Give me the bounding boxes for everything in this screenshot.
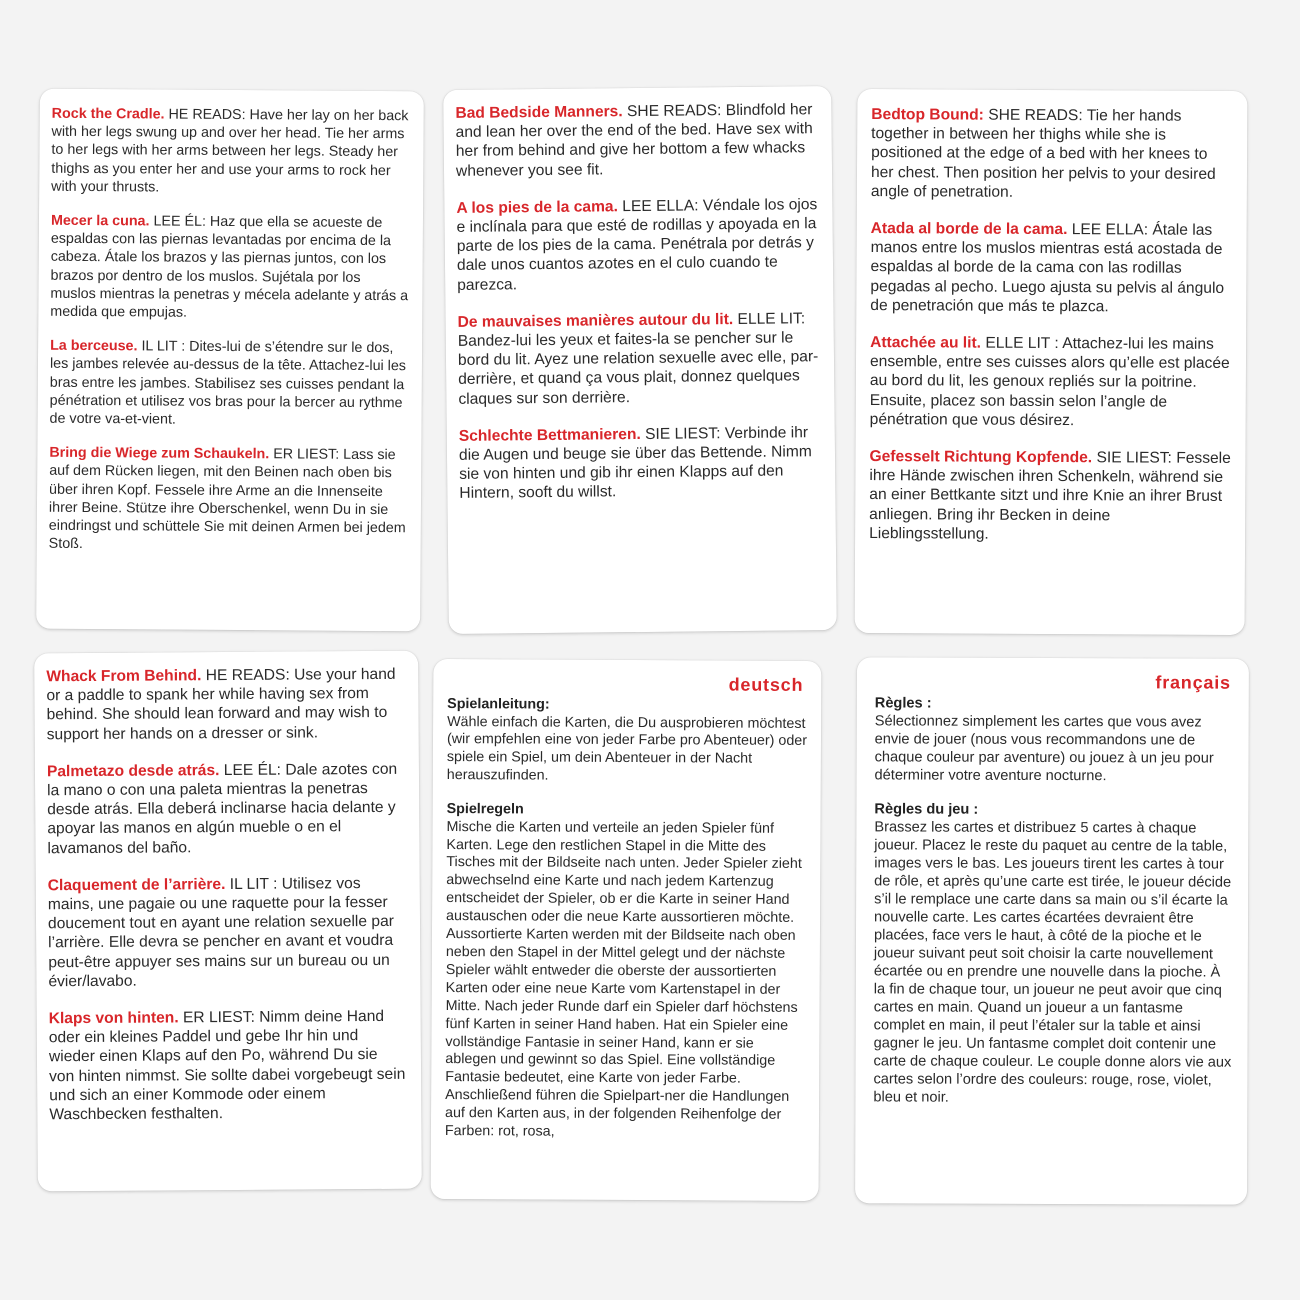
rules-body: Mische die Karten und verteile an jeden Spieler fünf Karten. Lege den restlichen Stapel in die Mitte des Tisches mit der Bildseite nach unten. Jeder Spieler zieht abwechselnd eine Karte und nach jedem Kartenzug entscheidet der Spieler, ob er die Karte in seiner Hand austauschen oder die neue Karte aussortieren möchte. Aussortierte Karten werden mit der Bildseite nach oben neben den Stapel in der Mittel gelegt und der nächste Spieler wählt entweder die oberste der aussortierten Karten oder eine neue Karte vom Kartenstapel in der Mitte. Nach jeder Runde darf ein Spieler darf höchstens fünf Karten in seiner Hand haben. Hat ein Spieler eine vollständige Fantasie in seiner Hand, kann er sie ablegen und gewinnt so das Spiel. Eine vollständige Fantasie bedeutet, eine Karte von jeder Farbe. Anschließend führen die Spielpart-ner die Handlungen auf den Karten aus, in der folgenden Reihenfolge der Farben: rot, rosa,	[444, 818, 802, 1140]
rules-heading: Règles du jeu :	[874, 801, 979, 818]
entry-body: LEE ELLA: Átale las manos entre los muslos mientras está acostada de espaldas al borde de la cama con las rodillas pegadas al pecho. Luego ajusta su pelvis al ángulo de penetración que más te plazca.	[870, 221, 1225, 316]
card-entry-french	[457, 309, 820, 409]
entry-body: HE READS: Have her lay on her back with her legs swung up and over her head. Tie her arms to her legs with her arms between her legs. Steady her thighs as you enter her and use your arms to rock her with your thrusts.	[51, 106, 409, 196]
card-entry-spanish	[50, 212, 409, 324]
entry-title: Rock the Cradle.	[51, 105, 165, 123]
card-entry-french	[50, 337, 409, 431]
card-bad-bedside-manners	[443, 86, 837, 634]
card-entry-english	[871, 105, 1233, 203]
entry-title: Attachée au lit.	[870, 334, 982, 352]
entry-body: IL LIT : Dites-lui de s’étendre sur le dos, les jambes relevée au-dessus de la tête. Attachez-lui les bras entre les jambes. Stabilisez ses cuisses pendant la pénétration et utilisez vos bras pour la bercer au rythme de votre va-et-vient.	[49, 338, 407, 428]
card-bedtop-bound	[855, 89, 1248, 635]
card-entry-german	[49, 1007, 408, 1125]
entry-title: Gefesselt Richtung Kopfende.	[869, 448, 1093, 467]
card-entry-german	[869, 447, 1231, 545]
entry-body: LEE ÉL: Haz que ella se acueste de espaldas con las piernas levantadas por encima de la cabeza. Átale los brazos y las piernas juntos, con los brazos por dentro de los muslos. Sujétala por los muslos mientras la penetras y mécela adelante y atrás a medida que empujas.	[50, 213, 409, 321]
rules-body: Brassez les cartes et distribuez 5 cartes à chaque joueur. Placez le reste du paquet au centre de la table, images vers le bas. Les joueurs tirent les cartes à tour de rôle, et après qu’une carte est tirée, le joueur décide s’il le remplace une carte dans sa main ou s’il écarte la nouvelle carte. Les cartes écartées devraient être placées, face vers le haut, à côté de la pioche et le joueur suivant peut soit choisir la carte nouvellement écartée ou en prendre une nouvelle dans la pioche. À la fin de chaque tour, un joueur ne peut avoir que cinq cartes en main. Quand un joueur a un fantasme complet en main, il peut l’étaler sur la table et ainsi gagner le jeu. Un fantasme complet doit contenir une carte de chaque couleur. Le couple donne alors vie aux cartes selon l’ordre des couleurs: rouge, rose, violet, bleu et noir.	[873, 819, 1232, 1106]
entry-title: Mecer la cuna.	[50, 212, 150, 230]
entry-title: Atada al borde de la cama.	[870, 220, 1068, 239]
rules-heading: Spielanleitung:	[447, 696, 550, 713]
entry-body: ELLE LIT : Attachez-lui les mains ensemble, entre ses cuisses alors qu’elle est placée au bord du lit, les genoux repliés sur la poitrine. Ensuite, placez son bassin selon l’angle de pénétration que vous désirez.	[869, 334, 1230, 429]
entry-title: Claquement de l’arrière.	[47, 875, 226, 895]
card-entry-german	[49, 444, 408, 556]
entry-title: Palmetazo desde atrás.	[46, 761, 220, 781]
language-label: français	[1155, 672, 1231, 693]
card-entry-english	[51, 105, 410, 199]
entry-title: Bad Bedside Manners.	[455, 103, 623, 122]
card-entry-spanish	[456, 195, 819, 295]
entry-body: SIE LIEST: Fessele ihre Hände zwischen ihren Schenkeln, während sie an einer Bettkante sitzt und ihre Knie an ihrer Brust anliegen. Bring ihr Becken in deine Lieblingsstellung.	[869, 449, 1231, 543]
card-entry-french	[870, 333, 1232, 431]
card-entry-spanish	[870, 219, 1232, 317]
entry-body: LEE ÉL: Dale azotes con la mano o con una paleta mientras la penetras desde atrás. Ella deberá inclinarse hacia delante y apoyar las manos en algún mueble o en el lavamanos del baño.	[47, 760, 398, 857]
entry-body: ER LIEST: Lass sie auf dem Rücken liegen, mit den Beinen nach oben bis über ihren Kopf. Fessele ihre Arme an die Innenseite ihrer Beine. Stütze ihre Oberschenkel, wenn Du in sie eindringst und schüttele Sie mit deinen Armen bei jedem Stoß.	[48, 446, 406, 553]
rules-heading: Spielregeln	[446, 801, 524, 818]
entry-title: Schlechte Bettmanieren.	[458, 425, 641, 445]
entry-body: SHE READS: Blindfold her and lean her over the end of the bed. Have sex with her from behind and give her bottom a few whacks whenever you see fit.	[455, 101, 813, 180]
card-rules-french	[855, 657, 1249, 1204]
card-rock-the-cradle	[36, 89, 424, 632]
rules-body: Wähle einfach die Karten, die Du ausprobieren möchtest (wir empfehlen eine von jeder Farbe pro Abenteuer) oder spiele ein Spiel, um dein Abenteuer in der Nacht herauszufinden.	[446, 713, 808, 784]
card-entry-english	[46, 665, 405, 744]
entry-body: SIE LIEST: Verbinde ihr die Augen und beuge sie über das Bettende. Nimm sie von hinten und gib ihr einen Klapps auf den Hintern, sooft du willst.	[458, 424, 812, 503]
rules-body: Sélectionnez simplement les cartes que vous avez envie de jouer (nous vous recommandons une de chaque couleur par aventure) ou jouez à un jeu pour déterminer votre aventure nocturne.	[874, 713, 1214, 785]
entry-title: De mauvaises manières autour du lit.	[457, 310, 734, 331]
entry-title: La berceuse.	[50, 337, 138, 355]
card-entry-french	[48, 874, 407, 992]
language-label: deutsch	[728, 674, 804, 695]
card-entry-english	[455, 100, 818, 181]
entry-title: Klaps von hinten.	[48, 1009, 179, 1028]
entry-body: HE READS: Use your hand or a paddle to spank her while having sex from behind. She should lean forward and may wish to support her hands on a dresser or sink.	[46, 665, 396, 743]
entry-body: ER LIEST: Nimm deine Hand oder ein kleines Paddel und gebe Ihr hin und wieder einen Klaps auf den Po, während Du sie von hinten nimmst. Sie sollte dabei vorgebeugt sein und sich an einer Kommode oder einem Waschbecken festhalten.	[48, 1007, 406, 1124]
entry-body: ELLE LIT: Bandez-lui les yeux et faites-la se pencher sur le bord du lit. Ayez une relation sexuelle avec elle, par-derrière, et quand ça vous plait, donnez quelques claques sur son derrière.	[457, 310, 819, 408]
card-whack-from-behind	[34, 651, 422, 1192]
entry-body: LEE ELLA: Véndale los ojos e inclínala para que esté de rodillas y apoyada en la parte de los pies de la cama. Penétrala por detrás y dale unos cuantos azotes en el culo cuando te parezca.	[456, 195, 818, 294]
card-rules-german	[431, 659, 822, 1201]
rules-heading: Règles :	[874, 695, 932, 712]
entry-title: Bedtop Bound:	[871, 106, 984, 124]
card-entry-german	[459, 423, 822, 504]
entry-body: SHE READS: Tie her hands together in between her thighs while she is positioned at the edge of a bed with her knees to her chest. Then position her pelvis to your desired angle of penetration.	[870, 106, 1216, 201]
entry-body: IL LIT : Utilisez vos mains, une pagaie ou une raquette pour la fesser doucement tout en ayant une relation sexuelle par l’arrière. Elle devra se pencher en avant et voudra peut-être appuyer ses mains sur un bureau ou un évier/lavabo.	[47, 874, 394, 991]
card-entry-spanish	[47, 760, 406, 859]
entry-title: A los pies de la cama.	[456, 198, 618, 217]
entry-title: Bring die Wiege zum Schaukeln.	[49, 444, 270, 463]
entry-title: Whack From Behind.	[46, 667, 202, 686]
